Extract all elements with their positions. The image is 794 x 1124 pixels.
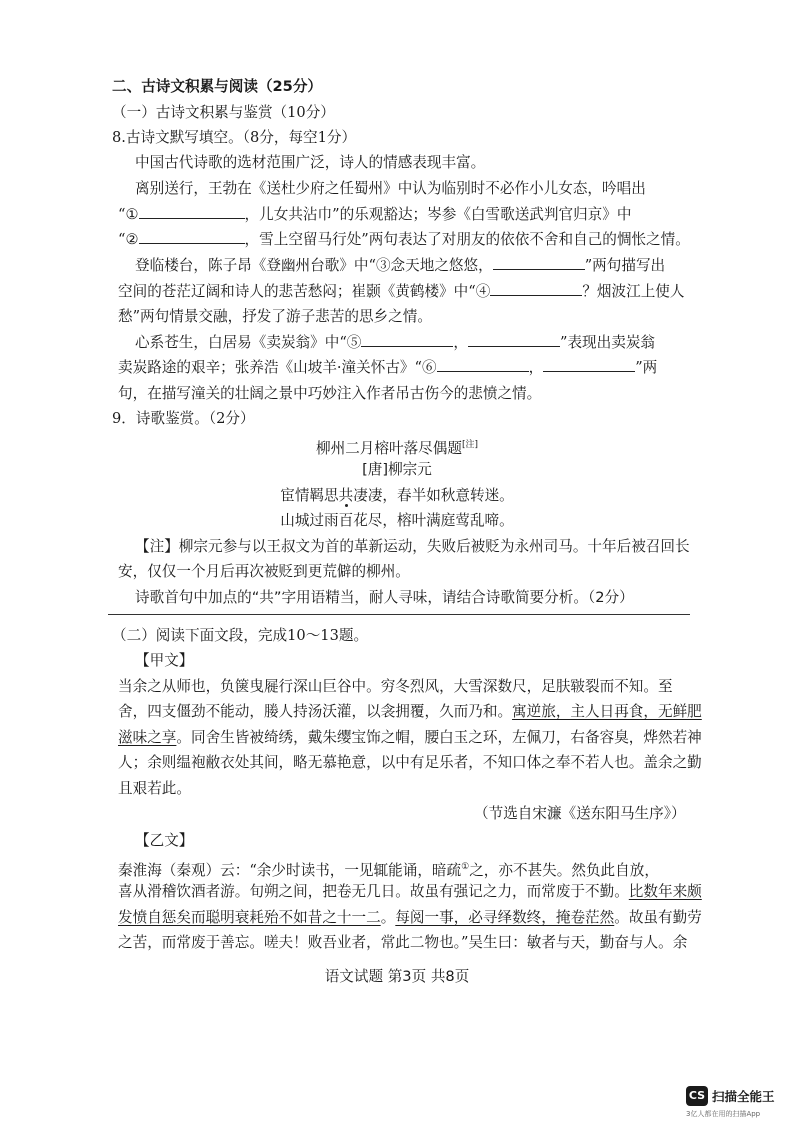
part1-heading: （一）古诗文积累与鉴赏（10分） bbox=[112, 104, 335, 121]
q8-p2-line1-text: 登临楼台，陈子昂《登幽州台歌》中“③念天地之悠悠， bbox=[135, 257, 493, 274]
yi-label: 【乙文】 bbox=[135, 832, 194, 849]
blank-label-2: “② bbox=[118, 231, 139, 248]
q8-p1-line3 bbox=[118, 229, 690, 251]
section-divider bbox=[108, 614, 690, 615]
yi-line2-text: 喜从滑稽饮酒者游。旬朔之间，把卷无几日。故虽有强记之力，而常废于不勤。 bbox=[118, 883, 629, 900]
yi-underlined-3: 每阅一事，必寻绎数终，掩卷茫然 bbox=[395, 909, 615, 926]
q8-p2-line3: 愁”两句情景交融，抒发了游子悲苦的思乡之情。 bbox=[118, 308, 432, 325]
yi-line3-end: 。故虽有勤劳 bbox=[614, 909, 702, 926]
yi-line3-period: 。 bbox=[380, 909, 396, 926]
page-footer: 语文试题 第3页 共8页 bbox=[324, 968, 470, 985]
q8-p1-line3-text: ，雪上空留马行处”两句表达了对朋友的依依不舍和自己的惆怅之情。 bbox=[244, 231, 690, 248]
poem-title-text: 柳州二月榕叶落尽偶题 bbox=[316, 439, 462, 457]
yi-underlined-2: 发愤自惩矣而聪明衰耗殆不如昔之十一二 bbox=[118, 909, 381, 926]
jia-line2 bbox=[118, 701, 702, 723]
part2-heading: （二）阅读下面文段，完成10～13题。 bbox=[112, 627, 369, 644]
dotted-char-text: 共 bbox=[338, 487, 354, 504]
yi-underlined-1: 比数年来颇 bbox=[628, 883, 702, 900]
q8-p2-line1-end: ”两句描写出 bbox=[584, 257, 666, 274]
watermark-app-name: 扫描全能王 bbox=[712, 1089, 775, 1104]
camscanner-logo-icon: CS bbox=[686, 1086, 708, 1106]
answer-blank-5b[interactable] bbox=[468, 332, 560, 347]
jia-label: 【甲文】 bbox=[135, 652, 194, 669]
poem-line-2: 山城过雨百花尽，榕叶满庭莺乱啼。 bbox=[280, 512, 514, 529]
q8-p1-line2 bbox=[118, 204, 631, 226]
section-heading: 二、古诗文积累与阅读（25分） bbox=[112, 78, 323, 95]
jia-underlined-2: 滋味之享 bbox=[118, 729, 177, 746]
poem-note-line2: 安，仅仅一个月后再次被贬到更荒僻的柳州。 bbox=[118, 563, 410, 580]
answer-blank-3[interactable] bbox=[493, 255, 585, 270]
q8-p3-line3: 句，在描写潼关的壮阔之景中巧妙注入作者吊古伤今的悲愤之情。 bbox=[118, 385, 542, 402]
jia-line5: 且艰若此。 bbox=[118, 780, 191, 797]
poem-author: [唐]柳宗元 bbox=[362, 461, 432, 478]
jia-line3 bbox=[118, 727, 702, 749]
jia-line4: 人；余则缊袍敝衣处其间，略无慕艳意，以中有足乐者，不知口体之奉不若人也。盖余之勤 bbox=[118, 754, 702, 771]
q8-intro: 中国古代诗歌的选材范围广泛，诗人的情感表现丰富。 bbox=[135, 154, 486, 171]
q8-p1-line2-text: ，儿女共沾巾”的乐观豁达；岑参《白雪歌送武判官归京》中 bbox=[244, 206, 632, 223]
q8-p2-line2-text: 空间的苍茫辽阔和诗人的悲苦愁闷；崔颢《黄鹤楼》中“④ bbox=[118, 283, 491, 300]
answer-blank-2[interactable] bbox=[139, 229, 245, 244]
q8-p3-line1-comma: ， bbox=[453, 334, 468, 351]
q8-p1-line1: 离别送行，王勃在《送杜少府之任蜀州》中认为临别时不必作小儿女态，吟唱出 bbox=[135, 180, 646, 197]
q8-p3-line2 bbox=[118, 357, 657, 379]
watermark-tagline: 3亿人都在用的扫描App bbox=[686, 1110, 761, 1118]
emphasis-dot bbox=[345, 504, 348, 507]
answer-blank-4[interactable] bbox=[490, 281, 582, 296]
blank-label-1: “① bbox=[118, 206, 139, 223]
q8-heading: 8.古诗文默写填空。（8分，每空1分） bbox=[112, 129, 357, 146]
yi-line1 bbox=[118, 856, 659, 882]
poem-line-1-a: 宦情羁思 bbox=[280, 487, 339, 504]
q8-p3-line1 bbox=[135, 332, 655, 354]
yi-line3 bbox=[118, 907, 702, 929]
yi-line4: 之苦，而常废于善忘。嗟夫！败吾业者，常此二物也。”吴生曰：敏者与天，勤奋与人。余 bbox=[118, 934, 688, 951]
answer-blank-1[interactable] bbox=[139, 204, 245, 219]
q8-p3-line1-end: ”表现出卖炭翁 bbox=[559, 334, 656, 351]
q8-p3-line2-end: ”两 bbox=[635, 359, 658, 376]
yi-line1-text: 秦淮海（秦观）云：“余少时读书，一见辄能诵，暗疏 bbox=[118, 861, 462, 879]
jia-line1: 当余之从师也，负箧曳屣行深山巨谷中。穷冬烈风，大雪深数尺，足肤皲裂而不知。至 bbox=[118, 678, 673, 695]
poem-line-1-b: 凄凄，春半如秋意转迷。 bbox=[353, 487, 514, 504]
jia-line3-text: 。同舍生皆被绮绣，戴朱缨宝饰之帽，腰白玉之环，左佩刀，右备容臭，烨然若神 bbox=[176, 729, 702, 746]
yi-line1-end: 之，亦不甚失。然负此自放， bbox=[469, 861, 659, 879]
answer-blank-6b[interactable] bbox=[543, 357, 635, 372]
q9-question: 诗歌首句中加点的“共”字用语精当，耐人寻味，请结合诗歌简要分析。（2分） bbox=[135, 589, 634, 606]
yi-line2 bbox=[118, 881, 702, 903]
q9-heading: 9．诗歌鉴赏。（2分） bbox=[112, 410, 255, 427]
jia-source: （节选自宋濂《送东阳马生序》） bbox=[474, 805, 686, 822]
jia-line2-text: 舍，四支僵劲不能动，媵人持汤沃灌，以衾拥覆，久而乃和。 bbox=[118, 703, 513, 720]
poem-note-mark: [注] bbox=[461, 440, 478, 450]
answer-blank-6a[interactable] bbox=[437, 357, 529, 372]
q8-p2-line2-end: ？烟波江上使人 bbox=[582, 283, 685, 300]
poem-title bbox=[0, 434, 794, 460]
q8-p2-line1 bbox=[135, 255, 665, 277]
poem-line-1 bbox=[0, 485, 794, 507]
q8-p2-line2 bbox=[118, 281, 684, 303]
answer-blank-5a[interactable] bbox=[361, 332, 453, 347]
q8-p3-line2-comma: ， bbox=[528, 359, 544, 376]
footnote-marker: ① bbox=[461, 862, 470, 872]
q8-p3-line1-text: 心系苍生，白居易《卖炭翁》中“⑤ bbox=[135, 334, 362, 351]
q8-p3-line2-text: 卖炭路途的艰辛；张养浩《山坡羊·潼关怀古》“⑥ bbox=[118, 359, 437, 376]
poem-note-line1: 【注】柳宗元参与以王叔文为首的革新运动，失败后被贬为永州司马。十年后被召回长 bbox=[135, 538, 690, 555]
dotted-char bbox=[339, 487, 354, 504]
jia-underlined-1: 寓逆旅，主人日再食，无鲜肥 bbox=[512, 703, 702, 720]
